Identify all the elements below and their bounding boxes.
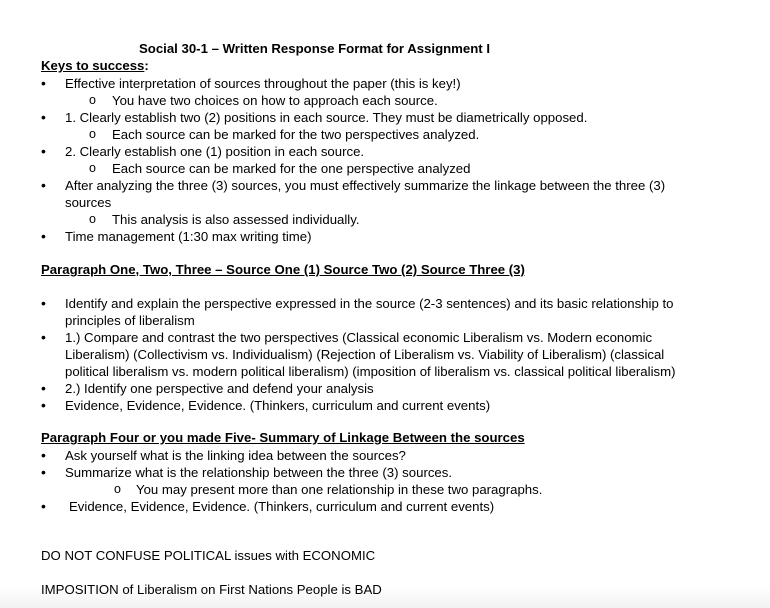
sub-bullet-icon: o	[89, 161, 96, 175]
bullet-icon: •	[41, 464, 46, 480]
section-heading: Paragraph Four or you made Five- Summary of Linkage Between the sources	[41, 430, 525, 445]
list-item-continuation: Liberalism) (Collectivism vs. Individualism) (Rejection of Liberalism vs. Viability of Liberalism) (classical	[65, 347, 665, 362]
keys-heading	[41, 58, 149, 73]
sub-list-item: Each source can be marked for the two perspectives analyzed.	[112, 127, 480, 142]
sub-bullet-icon: o	[89, 212, 96, 226]
list-item: Time management (1:30 max writing time)	[65, 229, 312, 244]
bullet-icon: •	[41, 447, 46, 463]
bullet-icon: •	[41, 397, 46, 413]
list-item-continuation: principles of liberalism	[65, 313, 195, 328]
list-item: Effective interpretation of sources throughout the paper (this is key!)	[65, 76, 461, 91]
sub-list-item: You may present more than one relationship in these two paragraphs.	[136, 482, 543, 497]
sub-list-item: Each source can be marked for the one perspective analyzed	[112, 161, 471, 176]
note-text: IMPOSITION of Liberalism on First Nations People is BAD	[41, 582, 382, 597]
list-item: After analyzing the three (3) sources, you must effectively summarize the linkage between the three (3)	[65, 178, 666, 193]
list-item: Ask yourself what is the linking idea between the sources?	[65, 448, 406, 463]
list-item-continuation: political liberalism vs. modern political liberalism) (imposition of liberalism vs. classical political liberalism)	[65, 364, 676, 379]
bullet-icon: •	[41, 143, 46, 159]
list-item: Identify and explain the perspective expressed in the source (2-3 sentences) and its basic relationship to	[65, 296, 674, 311]
bullet-icon: •	[41, 380, 46, 396]
section-heading: Paragraph One, Two, Three – Source One (1) Source Two (2) Source Three (3)	[41, 262, 525, 277]
list-item: 1.) Compare and contrast the two perspectives (Classical economic Liberalism vs. Modern economic	[65, 330, 653, 345]
list-item: Summarize what is the relationship between the three (3) sources.	[65, 465, 453, 480]
sub-bullet-icon: o	[89, 93, 96, 107]
bullet-icon: •	[41, 177, 46, 193]
list-item: 1. Clearly establish two (2) positions in each source. They must be diametrically opposed.	[65, 110, 588, 125]
sub-list-item: You have two choices on how to approach each source.	[112, 93, 438, 108]
bullet-icon: •	[41, 75, 46, 91]
bullet-icon: •	[41, 295, 46, 311]
sub-bullet-icon: o	[114, 482, 121, 496]
sub-list-item: This analysis is also assessed individually.	[112, 212, 360, 227]
bullet-icon: •	[41, 329, 46, 345]
list-item: Evidence, Evidence, Evidence. (Thinkers, curriculum and current events)	[65, 398, 491, 413]
keys-heading-colon: :	[144, 58, 149, 73]
bullet-icon: •	[41, 228, 46, 244]
list-item: Evidence, Evidence, Evidence. (Thinkers, curriculum and current events)	[69, 499, 495, 514]
bullet-icon: •	[41, 109, 46, 125]
list-item: 2.) Identify one perspective and defend your analysis	[65, 381, 374, 396]
document-title: Social 30-1 – Written Response Format for Assignment I	[139, 41, 491, 56]
note-text: DO NOT CONFUSE POLITICAL issues with ECONOMIC	[41, 548, 376, 563]
sub-bullet-icon: o	[89, 127, 96, 141]
list-item: 2. Clearly establish one (1) position in each source.	[65, 144, 365, 159]
bullet-icon: •	[41, 498, 46, 514]
list-item-continuation: sources	[65, 195, 112, 210]
keys-heading-text: Keys to success	[41, 58, 145, 73]
